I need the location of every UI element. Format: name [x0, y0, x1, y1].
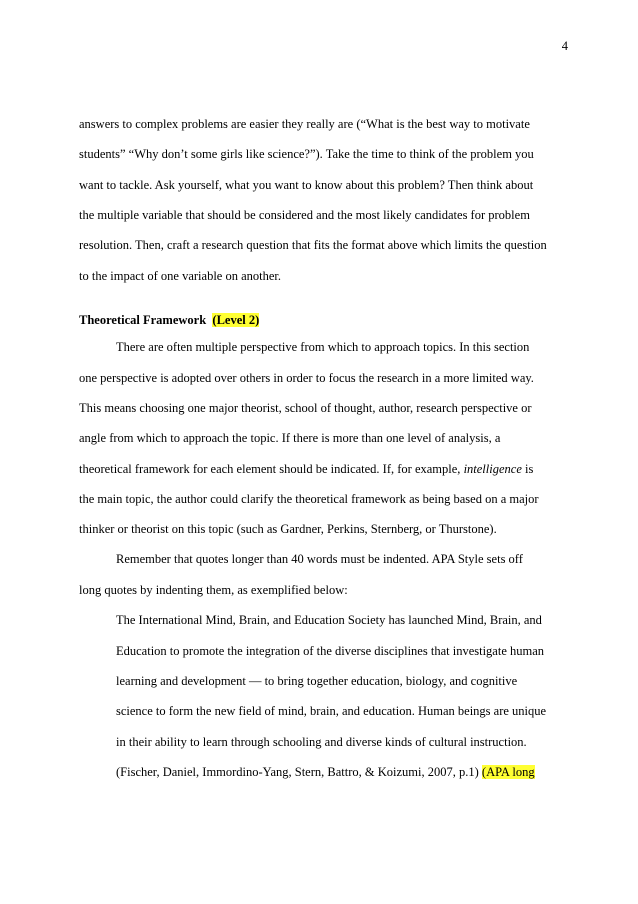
text-line: answers to complex problems are easier they really are (“What is the best way to motivate [79, 117, 530, 131]
text-line: angle from which to approach the topic. If there is more than one level of analysis, a [79, 431, 501, 445]
quote-line: The International Mind, Brain, and Education Society has launched Mind, Brain, and [116, 613, 542, 627]
text-segment: is [525, 462, 534, 476]
text-line: long quotes by indenting them, as exemplified below: [79, 583, 348, 597]
italic-term: intelligence [463, 462, 522, 476]
quote-line: science to form the new field of mind, brain, and education. Human beings are unique [116, 704, 547, 718]
text-segment: theoretical framework for each element should be indicated. If, for example, [79, 462, 461, 476]
heading-title: Theoretical Framework [79, 313, 207, 327]
quote-line: in their ability to learn through schooling and diverse kinds of cultural instruction. [116, 735, 527, 749]
quote-citation: (Fischer, Daniel, Immordino-Yang, Stern, Battro, & Koizumi, 2007, p.1) [116, 765, 479, 779]
quote-line: learning and development — to bring together education, biology, and cognitive [116, 674, 518, 688]
text-line: students” “Why don’t some girls like science?”). Take the time to think of the problem you [79, 147, 534, 161]
text-line: the main topic, the author could clarify the theoretical framework as being based on a major [79, 492, 539, 506]
text-line: There are often multiple perspective from which to approach topics. In this section [116, 340, 530, 354]
quote-line: Education to promote the integration of the diverse disciplines that investigate human [116, 644, 545, 658]
text-line [79, 461, 533, 477]
text-line: resolution. Then, craft a research question that fits the format above which limits the question [79, 238, 547, 252]
highlighted-note: (APA long [481, 765, 535, 779]
text-line: This means choosing one major theorist, school of thought, author, research perspective or [79, 401, 532, 415]
quote-citation-line [116, 764, 535, 780]
text-line: one perspective is adopted over others in order to focus the research in a more limited way. [79, 371, 534, 385]
text-line: want to tackle. Ask yourself, what you want to know about this problem? Then think about [79, 178, 534, 192]
text-line: the multiple variable that should be considered and the most likely candidates for problem [79, 208, 530, 222]
heading-level-note: (Level 2) [212, 313, 260, 327]
text-line: thinker or theorist on this topic (such as Gardner, Perkins, Sternberg, or Thurstone). [79, 522, 497, 536]
text-line: Remember that quotes longer than 40 words must be indented. APA Style sets off [116, 552, 523, 566]
page-number: 4 [561, 39, 568, 53]
section-heading [79, 312, 259, 328]
text-line: to the impact of one variable on another. [79, 269, 282, 283]
